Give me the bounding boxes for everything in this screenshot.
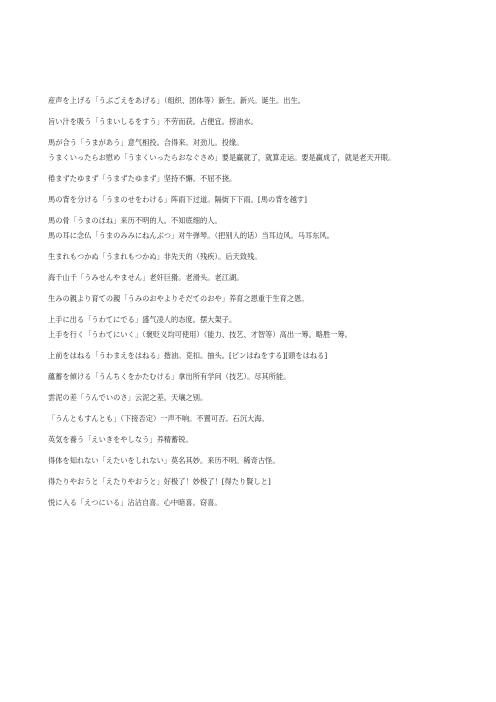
idiom-entry: 蘊蓄を傾ける「うんちくをかたむける」拿出所有学问（技艺）。尽其所能。 [48, 372, 291, 381]
idiom-entry: 馬の骨「うまのほね」来历不明的人。不知底细的人。 [48, 216, 222, 225]
idiom-entry: 雲泥の差「うんでいのさ」云泥之差。天壤之别。 [48, 393, 208, 402]
idiom-entry: 英気を養う「えいきをやしなう」养精蓄锐。 [48, 435, 193, 444]
idiom-entry: 産声を上げる「うぶごえをあげる」（组织、团体等）新生。新兴。诞生。出生。 [48, 96, 305, 105]
idiom-entry: うまくいったらお慰め「うまくいったらおなぐさめ」要是赢就了，就算走运。要是赢成了，就是老天开眼。 [48, 153, 396, 162]
idiom-entry: 馬の背を分ける「うまのせをわける」阵雨下过道。隔街下下雨。[馬の背を越す] [48, 195, 308, 204]
idiom-entry: 上前をはねる「うわまえをはねる」揩油。克扣。抽头。[ピンはねをする][頭をはねる] [48, 351, 328, 360]
idiom-entry: 得体を知れない「えたいをしれない」莫名其妙。来历不明。稀奇古怪。 [48, 456, 280, 465]
idiom-entry: 旨い汁を吸う「うまいしるをすう」不劳而获。占便宜。捞油水。 [48, 117, 258, 126]
idiom-entry: 上手を行く「うわてにいく」（褒贬义均可使用）（能力、技艺、才智等）高出一筹。略胜一筹。 [48, 330, 353, 339]
idiom-entry: 海千山千「うみせんやません」老奸巨猾。老滑头。老江湖。 [48, 273, 244, 282]
idiom-entry: 馬が合う「うまがあう」意气相投。合得来。对劲儿。投缘。 [48, 138, 244, 147]
idiom-list [48, 96, 448, 519]
idiom-entry: 生まれもつかぬ「うまれもつかぬ」非先天的（残疾）。后天致残。 [48, 252, 262, 261]
idiom-entry: 得たりやおうと「えたりやおうと」好极了！妙极了！[得たり賢しと] [48, 477, 271, 486]
idiom-entry: 倦まずたゆまず「うまずたゆまず」坚持不懈。不屈不挠。 [48, 174, 237, 183]
idiom-entry: 悦に入る「えつにいる」沾沾自喜。心中暗喜。窃喜。 [48, 498, 222, 507]
idiom-entry: 「うんともすんとも」（下接否定）一声不响。不置可否。石沉大海。 [48, 414, 269, 423]
idiom-entry: 生みの親より育ての親「うみのおやよりそだてのおや」养育之恩重于生育之恩。 [48, 294, 309, 303]
idiom-entry: 馬の耳に念仏「うまのみみにねんぶつ」对牛弹琴。（把别人的话）当耳边风。马耳东风。 [48, 231, 334, 240]
idiom-entry: 上手に出る「うわてにでる」盛气凌人的态度。摆大架子。 [48, 315, 237, 324]
